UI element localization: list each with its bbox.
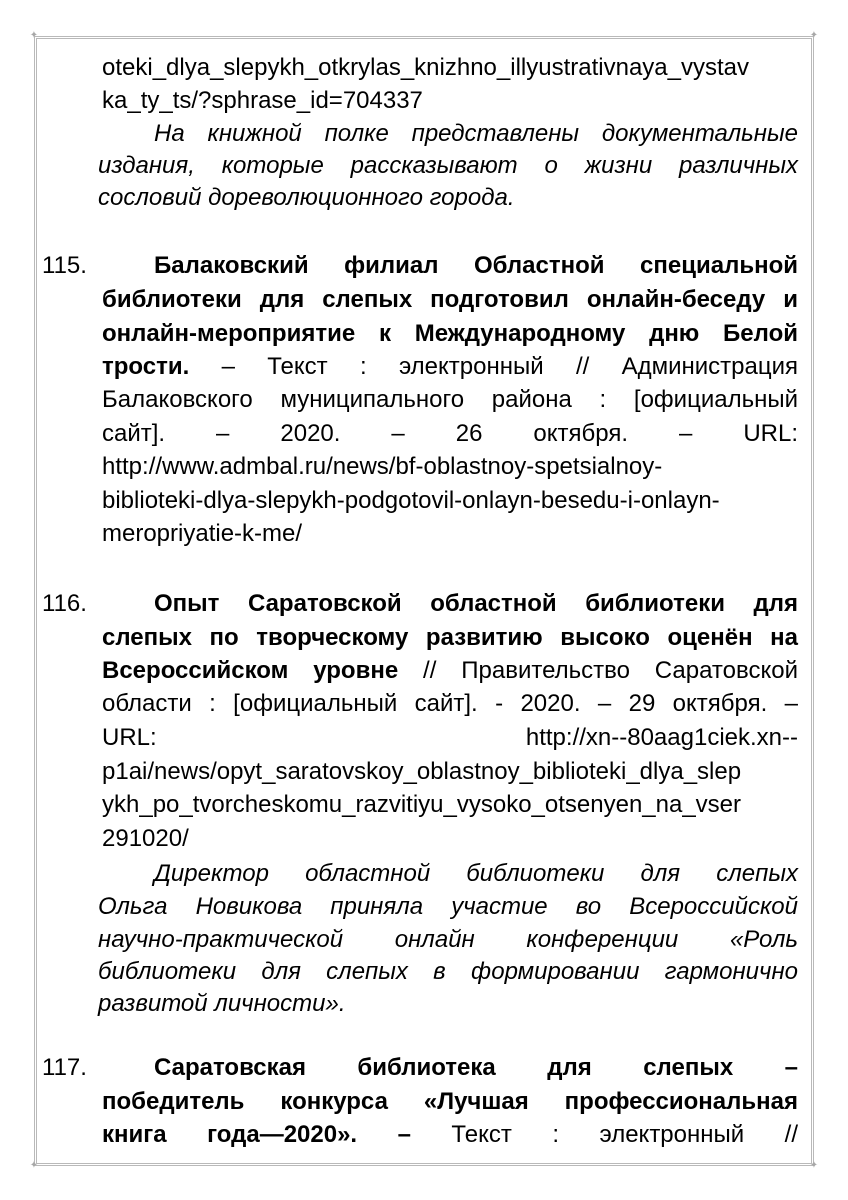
url-text: ykh_po_tvorcheskomu_razvitiyu_vysoko_otsenyen_na_vser [102,791,742,818]
entry-title: трости. [102,353,190,380]
annotation-line: развитой личности». [98,990,346,1017]
entry-title: онлайн-мероприятие к Международному дню Белой [102,320,798,347]
annotation-line: библиотеки для слепых в формировании гармонично [98,958,798,985]
url-text: meropriyatie-k-me/ [102,520,303,547]
url-text: 291020/ [102,825,189,852]
url-text: ka_ty_ts/?sphrase_id=704337 [102,87,423,114]
entry-title: Опыт Саратовской областной библиотеки для [154,590,798,617]
entry-line [102,351,798,384]
annotation-line: издания, которые рассказывают о жизни различных [98,152,798,179]
entry-text: – Текст : электронный // Администрация [189,353,798,380]
annotation-line: сословий дореволюционного города. [98,184,515,211]
frame-corner-ornament: ✦ [29,30,39,41]
entry-text: области : [официальный сайт]. - 2020. – 29 октября. – [102,690,798,717]
entry-title: книга года—2020». – [102,1121,411,1148]
entry-line [102,1119,798,1152]
frame-corner-ornament: ✦ [809,30,819,41]
annotation-line: Директор областной библиотеки для слепых [154,860,798,887]
entry-title: Всероссийском уровне [102,657,399,684]
annotation-line: Ольга Новикова приняла участие во Всероссийской [98,893,798,920]
url-text: URL: http://xn--80aag1ciek.xn-- [102,724,798,751]
frame-corner-ornament: ✦ [809,1160,819,1171]
entry-number: 117. [42,1054,87,1081]
entry-text: // Правительство Саратовской [398,657,798,684]
entry-text: Балаковского муниципального района : [официальный [102,386,798,413]
entry-text: Текст : электронный // [410,1121,798,1148]
entry-text: сайт]. – 2020. – 26 октября. – URL: [102,420,798,447]
annotation-line: На книжной полке представлены документальные [154,120,798,147]
annotation-line: научно-практической онлайн конференции «Роль [98,926,798,953]
url-text: oteki_dlya_slepykh_otkrylas_knizhno_illyustrativnaya_vystav [102,54,750,81]
entry-number: 115. [42,252,87,279]
entry-title: Балаковский филиал Областной специальной [154,252,798,279]
entry-title: библиотеки для слепых подготовил онлайн-беседу и [102,286,798,313]
entry-title: Саратовская библиотека для слепых – [154,1054,798,1081]
url-text: http://www.admbal.ru/news/bf-oblastnoy-spetsialnoy- [102,453,663,480]
frame-corner-ornament: ✦ [29,1160,39,1171]
entry-title: победитель конкурса «Лучшая профессиональная [102,1088,798,1115]
entry-number: 116. [42,590,87,617]
url-text: biblioteki-dlya-slepykh-podgotovil-onlayn-besedu-i-onlayn- [102,487,720,514]
entry-title: слепых по творческому развитию высоко оценён на [102,624,798,651]
entry-line [102,655,798,688]
url-text: p1ai/news/opyt_saratovskoy_oblastnoy_biblioteki_dlya_slep [102,758,742,785]
